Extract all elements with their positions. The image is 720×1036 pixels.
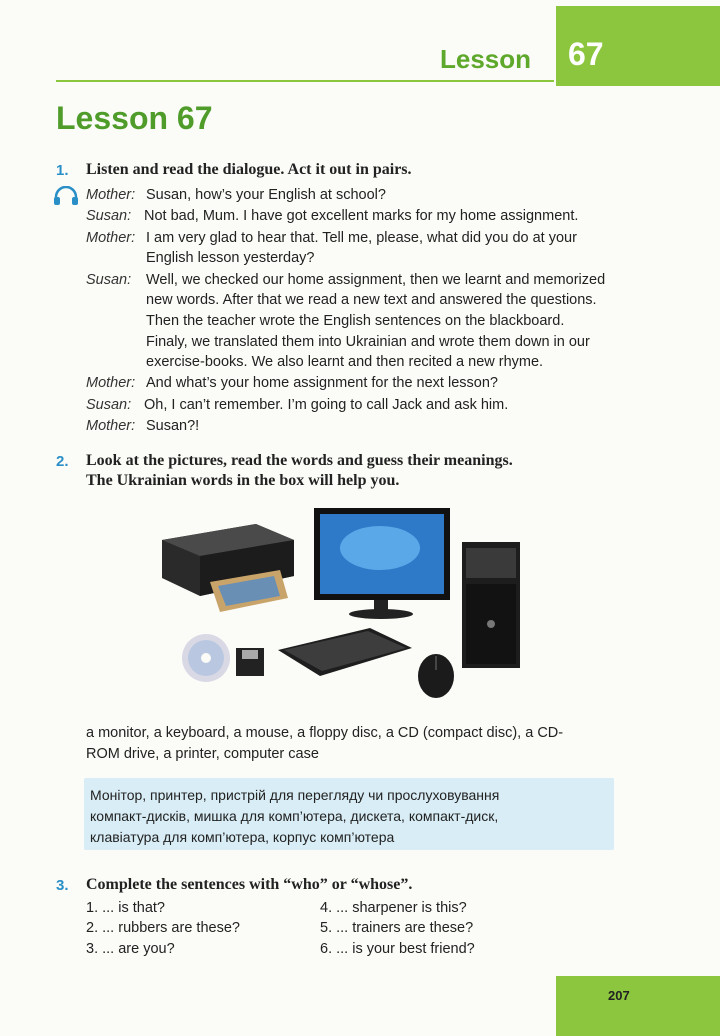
- vocabulary-words: a monitor, a keyboard, a mouse, a floppy disc, a CD (compact disc), a CD-: [86, 725, 564, 741]
- monitor-image: [314, 508, 450, 619]
- ukrainian-words-line: Монітор, принтер, пристрій для перегляду чи прослуховування: [90, 787, 500, 803]
- floppy-disc-image: [236, 648, 264, 676]
- dialogue-line: English lesson yesterday?: [146, 250, 315, 266]
- speaker-label: Susan:: [86, 208, 132, 224]
- task-2-number: 2.: [56, 453, 69, 470]
- dialogue-line: Then the teacher wrote the English sentences on the blackboard.: [146, 313, 565, 329]
- exercise-item: 6. ... is your best friend?: [320, 941, 475, 957]
- page-title: Lesson 67: [56, 100, 213, 136]
- ukrainian-words-line: клавіатура для комп’ютера, корпус комп’ютера: [90, 829, 395, 845]
- dialogue-line: new words. After that we read a new text and answered the questions.: [146, 292, 597, 308]
- task-3-instruction: Complete the sentences with “who” or “whose”.: [86, 876, 413, 893]
- dialogue-line: Susan, how’s your English at school?: [146, 187, 386, 203]
- computer-case-image: [462, 542, 520, 668]
- speaker-label: Mother:: [86, 375, 136, 391]
- task-2-instruction: Look at the pictures, read the words and guess their meanings.: [86, 452, 513, 469]
- task-1-instruction: Listen and read the dialogue. Act it out in pairs.: [86, 161, 412, 178]
- header-lesson-label: Lesson: [440, 44, 532, 74]
- speaker-label: Susan:: [86, 397, 132, 413]
- page-number-box: [556, 976, 720, 1036]
- keyboard-image: [278, 628, 412, 676]
- dialogue-line: Oh, I can’t remember. I’m going to call Jack and ask him.: [144, 397, 509, 413]
- exercise-item: 1. ... is that?: [86, 900, 165, 916]
- dialogue-line: And what’s your home assignment for the next lesson?: [146, 375, 498, 391]
- mouse-image: [418, 654, 454, 698]
- vocabulary-words: ROM drive, a printer, computer case: [86, 746, 319, 762]
- task-1-number: 1.: [56, 162, 69, 179]
- speaker-label: Mother:: [86, 418, 136, 434]
- speaker-label: Mother:: [86, 230, 136, 246]
- dialogue-line: Well, we checked our home assignment, then we learnt and memorized: [146, 272, 606, 288]
- ukrainian-words-line: компакт-дисків, мишка для комп’ютера, дискета, компакт-диск,: [90, 808, 499, 824]
- exercise-item: 4. ... sharpener is this?: [320, 900, 467, 916]
- computer-equipment-picture: [160, 500, 560, 708]
- printer-image: [162, 524, 294, 612]
- speaker-label: Mother:: [86, 187, 136, 203]
- dialogue-line: exercise-books. We also learnt and then recited a new rhyme.: [146, 354, 544, 370]
- task-3-number: 3.: [56, 877, 69, 894]
- dialogue-line: Finaly, we translated them into Ukrainian and wrote them down in our: [146, 334, 590, 350]
- exercise-item: 2. ... rubbers are these?: [86, 920, 240, 936]
- exercise-item: 5. ... trainers are these?: [320, 920, 474, 936]
- dialogue-line: Susan?!: [146, 418, 200, 434]
- headphones-icon[interactable]: [53, 186, 79, 206]
- speaker-label: Susan:: [86, 272, 132, 288]
- dialogue-line: I am very glad to hear that. Tell me, please, what did you do at your: [146, 230, 577, 246]
- dialogue-line: Not bad, Mum. I have got excellent marks for my home assignment.: [144, 208, 579, 224]
- header-lesson-number: 67: [568, 36, 604, 72]
- exercise-item: 3. ... are you?: [86, 941, 175, 957]
- cd-image: [182, 634, 230, 682]
- page-number: 207: [608, 988, 630, 1003]
- header-divider: [56, 80, 554, 82]
- task-2-instruction: The Ukrainian words in the box will help you.: [86, 472, 400, 489]
